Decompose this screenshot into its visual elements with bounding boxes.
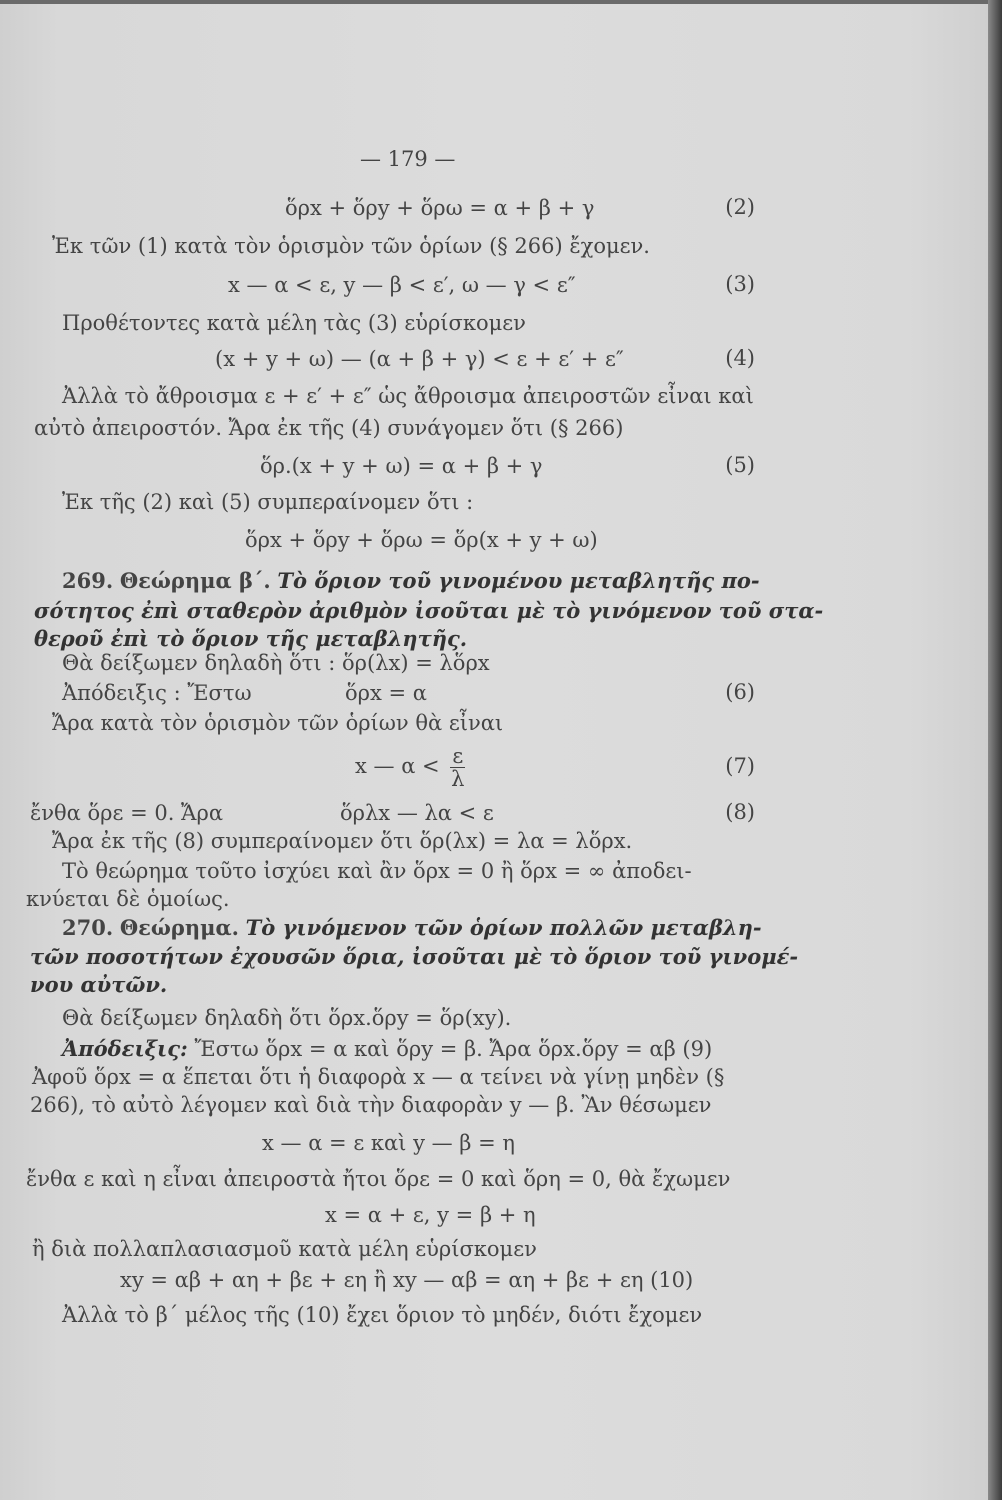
theorem-text: θεροῦ ἐπὶ τὸ ὅριον τῆς μεταβλητῆς. <box>34 626 468 651</box>
theorem-number: 269. <box>62 568 114 593</box>
fraction <box>450 745 465 790</box>
equation-10: xy = αβ + αη + βε + εη ἢ xy — αβ = αη + βε + εη (10) <box>120 1268 694 1292</box>
equation-7 <box>355 745 465 790</box>
text-line: κνύεται δὲ ὁμοίως. <box>26 887 230 911</box>
equation-number-2: (2) <box>725 195 755 219</box>
theorem-text: σότητος ἐπὶ σταθερὸν ἀριθμὸν ἰσοῦται μὲ τὸ γινόμενον τοῦ στα- <box>34 598 824 623</box>
text-line: Ἀλλὰ τὸ ἄθροισμα ε + ε′ + ε″ ὡς ἄθροισμα ἀπειροστῶν εἶναι καὶ <box>62 384 754 408</box>
equation-8: ὅρλx — λα < ε <box>340 801 494 825</box>
equation-5: ὅρ.(x + y + ω) = α + β + γ <box>260 454 543 478</box>
theorem-title: Θεώρημα. <box>119 915 239 940</box>
equation-number-7: (7) <box>725 754 755 778</box>
theorem-number: 270. <box>62 915 114 940</box>
page-number: — 179 — <box>360 147 456 171</box>
equation-values: x = α + ε, y = β + η <box>325 1203 536 1227</box>
text-line: Θὰ δείξωμεν δηλαδὴ ὅτι ὅρx.ὅρy = ὅρ(xy). <box>62 1006 512 1030</box>
text-line: ἔνθα ὅρε = 0. Ἄρα <box>30 801 223 825</box>
page-edge-shadow <box>988 0 1002 1500</box>
theorem-269-heading <box>62 568 760 594</box>
text-line: Τὸ θεώρημα τοῦτο ἰσχύει καὶ ἂν ὅρx = 0 ἢ ὅρx = ∞ ἀποδει- <box>62 859 692 883</box>
equation-conclusion: ὅρx + ὅρy + ὅρω = ὅρ(x + y + ω) <box>245 528 598 552</box>
fraction-denominator: λ <box>451 767 465 791</box>
proof-label: Ἀπόδειξις : Ἔστω <box>62 681 252 705</box>
equation-number-3: (3) <box>725 272 755 296</box>
theorem-270-heading <box>62 915 762 941</box>
equation-4: (x + y + ω) — (α + β + γ) < ε + ε′ + ε″ <box>215 347 624 371</box>
text-line: Ἐκ τῆς (2) καὶ (5) συμπεραίνομεν ὅτι : <box>62 490 474 514</box>
text-line: αὐτὸ ἀπειροστόν. Ἄρα ἐκ τῆς (4) συνάγομεν ὅτι (§ 266) <box>34 416 624 440</box>
text-line: Ἐκ τῶν (1) κατὰ τὸν ὁρισμὸν τῶν ὁρίων (§ 266) ἔχομεν. <box>52 234 650 258</box>
theorem-text: Τὸ γινόμενον τῶν ὁρίων πολλῶν μεταβλη- <box>245 915 762 940</box>
text-line: Ἄρα ἐκ τῆς (8) συμπεραίνομεν ὅτι ὅρ(λx) = λα = λὅρx. <box>52 829 633 853</box>
equation-number-8: (8) <box>725 800 755 824</box>
equation-number-4: (4) <box>725 346 755 370</box>
theorem-text: τῶν ποσοτήτων ἐχουσῶν ὅρια, ἰσοῦται μὲ τὸ ὅριον τοῦ γινομέ- <box>30 944 799 969</box>
inequality-lhs: x — α < <box>355 754 440 778</box>
equation-3: x — α < ε, y — β < ε′, ω — γ < ε″ <box>228 273 576 297</box>
text-line: ἢ διὰ πολλαπλασιασμοῦ κατὰ μέλη εὑρίσκομεν <box>32 1237 537 1261</box>
text-line: Ἀφοῦ ὅρx = α ἕπεται ὅτι ἡ διαφορὰ x — α τείνει νὰ γίνῃ μηδὲν (§ <box>32 1065 725 1089</box>
equation-6: ὅρx = α <box>345 681 427 705</box>
text-line: Θὰ δείξωμεν δηλαδὴ ὅτι : ὅρ(λx) = λὅρx <box>62 651 490 675</box>
text-line: Ἄρα κατὰ τὸν ὁρισμὸν τῶν ὁρίων θὰ εἶναι <box>52 711 504 735</box>
text-line: ἔνθα ε καὶ η εἶναι ἀπειροστὰ ἤτοι ὅρε = 0 καὶ ὅρη = 0, θὰ ἔχωμεν <box>26 1167 731 1191</box>
text-line: 266), τὸ αὐτὸ λέγομεν καὶ διὰ τὴν διαφορὰν y — β. Ἂν θέσωμεν <box>30 1093 712 1117</box>
theorem-title: Θεώρημα β΄. <box>119 568 271 593</box>
proof-label: Ἀπόδειξις: <box>62 1036 188 1061</box>
theorem-text: νου αὐτῶν. <box>30 972 168 997</box>
top-border <box>0 0 988 4</box>
equation-substitution: x — α = ε καὶ y — β = η <box>262 1131 515 1155</box>
proof-line <box>62 1036 712 1062</box>
text-line: Ἀλλὰ τὸ β΄ μέλος τῆς (10) ἔχει ὅριον τὸ μηδέν, διότι ἔχομεν <box>62 1303 703 1327</box>
equation-number-5: (5) <box>725 453 755 477</box>
equation-2: ὅρx + ὅρy + ὅρω = α + β + γ <box>285 196 595 220</box>
equation-number-6: (6) <box>725 680 755 704</box>
fraction-numerator: ε <box>452 744 464 768</box>
proof-text: Ἔστω ὅρx = α καὶ ὅρy = β. Ἄρα ὅρx.ὅρy = αβ (9) <box>194 1037 713 1061</box>
text-line: Προθέτοντες κατὰ μέλη τὰς (3) εὑρίσκομεν <box>62 311 526 335</box>
theorem-text: Τὸ ὅριον τοῦ γινομένου μεταβλητῆς πο- <box>277 568 760 593</box>
